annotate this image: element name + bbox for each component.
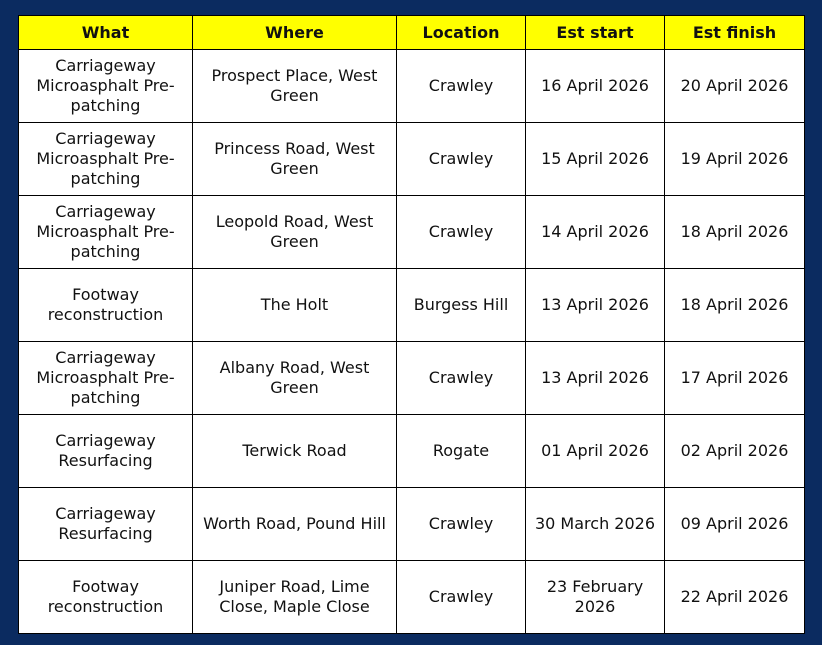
table-row [19, 196, 805, 269]
cell-where: Princess Road, West Green [193, 123, 397, 196]
cell-est-finish: 22 April 2026 [665, 561, 805, 634]
cell-est-start: 13 April 2026 [526, 342, 665, 415]
cell-location: Crawley [397, 342, 526, 415]
cell-location: Crawley [397, 123, 526, 196]
cell-location: Crawley [397, 488, 526, 561]
cell-where: The Holt [193, 269, 397, 342]
cell-est-start: 14 April 2026 [526, 196, 665, 269]
cell-est-finish: 17 April 2026 [665, 342, 805, 415]
cell-what: Carriageway Resurfacing [19, 415, 193, 488]
table-row [19, 342, 805, 415]
header-est-finish: Est finish [665, 16, 805, 50]
cell-location: Crawley [397, 50, 526, 123]
cell-what: Carriageway Resurfacing [19, 488, 193, 561]
cell-est-finish: 18 April 2026 [665, 196, 805, 269]
roadworks-table [18, 15, 805, 634]
table-row [19, 415, 805, 488]
table-row [19, 488, 805, 561]
header-what: What [19, 16, 193, 50]
cell-est-start: 16 April 2026 [526, 50, 665, 123]
table-row [19, 269, 805, 342]
cell-est-start: 30 March 2026 [526, 488, 665, 561]
cell-est-finish: 18 April 2026 [665, 269, 805, 342]
cell-est-start: 23 February 2026 [526, 561, 665, 634]
cell-what: Footway reconstruction [19, 269, 193, 342]
cell-est-finish: 20 April 2026 [665, 50, 805, 123]
header-est-start: Est start [526, 16, 665, 50]
cell-est-start: 15 April 2026 [526, 123, 665, 196]
cell-what: Carriageway Microasphalt Pre-patching [19, 123, 193, 196]
cell-location: Rogate [397, 415, 526, 488]
cell-where: Albany Road, West Green [193, 342, 397, 415]
header-row [19, 16, 805, 50]
header-location: Location [397, 16, 526, 50]
cell-est-finish: 19 April 2026 [665, 123, 805, 196]
cell-what: Carriageway Microasphalt Pre-patching [19, 342, 193, 415]
cell-where: Terwick Road [193, 415, 397, 488]
cell-where: Juniper Road, Lime Close, Maple Close [193, 561, 397, 634]
cell-location: Burgess Hill [397, 269, 526, 342]
cell-est-finish: 09 April 2026 [665, 488, 805, 561]
cell-est-start: 13 April 2026 [526, 269, 665, 342]
cell-what: Carriageway Microasphalt Pre-patching [19, 196, 193, 269]
cell-est-finish: 02 April 2026 [665, 415, 805, 488]
cell-est-start: 01 April 2026 [526, 415, 665, 488]
cell-location: Crawley [397, 196, 526, 269]
cell-what: Carriageway Microasphalt Pre-patching [19, 50, 193, 123]
table-row [19, 50, 805, 123]
table-row [19, 123, 805, 196]
cell-where: Prospect Place, West Green [193, 50, 397, 123]
cell-location: Crawley [397, 561, 526, 634]
cell-what: Footway reconstruction [19, 561, 193, 634]
table-row [19, 561, 805, 634]
header-where: Where [193, 16, 397, 50]
cell-where: Leopold Road, West Green [193, 196, 397, 269]
cell-where: Worth Road, Pound Hill [193, 488, 397, 561]
